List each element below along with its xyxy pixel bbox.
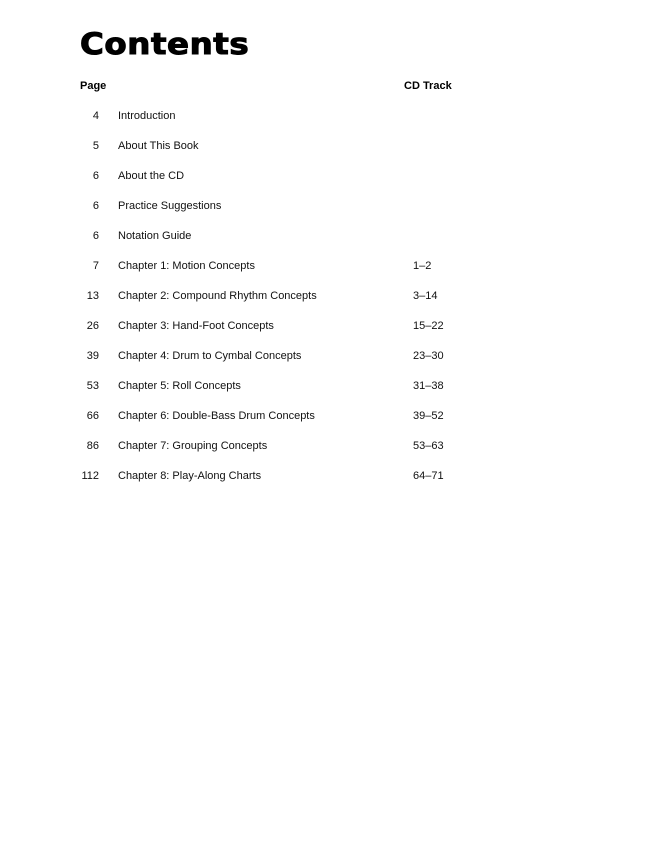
toc-page-number: 6 (92, 230, 99, 242)
toc-cd-track: 31–38 (413, 380, 444, 392)
toc-page-number: 66 (86, 410, 99, 422)
toc-row (0, 409, 648, 439)
toc-row (0, 169, 648, 199)
table-of-contents (0, 109, 648, 499)
toc-page-number: 6 (92, 170, 99, 182)
toc-cd-track: 23–30 (413, 350, 444, 362)
toc-row (0, 349, 648, 379)
toc-entry-title: About the CD (118, 170, 185, 182)
toc-row (0, 199, 648, 229)
toc-entry-title: Chapter 3: Hand-Foot Concepts (118, 320, 274, 332)
toc-entry-title: Practice Suggestions (118, 200, 222, 212)
cd-track-column-header: CD Track (404, 80, 452, 92)
toc-page-number: 26 (86, 320, 99, 332)
toc-row (0, 289, 648, 319)
page-title: Contents (80, 27, 250, 61)
toc-entry-title: Chapter 5: Roll Concepts (118, 380, 241, 392)
toc-entry-title: Chapter 2: Compound Rhythm Concepts (118, 290, 317, 302)
toc-cd-track: 64–71 (413, 470, 444, 482)
toc-entry-title: Introduction (118, 110, 176, 122)
toc-cd-track: 53–63 (413, 440, 444, 452)
toc-page-number: 39 (86, 350, 99, 362)
toc-page-number: 112 (81, 470, 99, 482)
toc-cd-track: 1–2 (413, 260, 432, 272)
toc-entry-title: Notation Guide (118, 230, 192, 242)
toc-entry-title: Chapter 4: Drum to Cymbal Concepts (118, 350, 302, 362)
toc-row (0, 139, 648, 169)
toc-cd-track: 39–52 (413, 410, 444, 422)
toc-page-number: 5 (92, 140, 99, 152)
toc-row (0, 439, 648, 469)
toc-page-number: 53 (86, 380, 99, 392)
toc-row (0, 379, 648, 409)
toc-row (0, 469, 648, 499)
page-column-header: Page (80, 80, 107, 92)
toc-entry-title: Chapter 8: Play-Along Charts (118, 470, 262, 482)
toc-page-number: 7 (92, 260, 99, 272)
toc-row (0, 229, 648, 259)
toc-cd-track: 3–14 (413, 290, 438, 302)
toc-entry-title: About This Book (118, 140, 199, 152)
toc-page-number: 4 (92, 110, 99, 122)
toc-entry-title: Chapter 6: Double-Bass Drum Concepts (118, 410, 315, 422)
toc-entry-title: Chapter 1: Motion Concepts (118, 260, 255, 272)
toc-page-number: 13 (86, 290, 99, 302)
toc-page-number: 86 (86, 440, 99, 452)
toc-row (0, 109, 648, 139)
toc-cd-track: 15–22 (413, 320, 444, 332)
toc-entry-title: Chapter 7: Grouping Concepts (118, 440, 268, 452)
toc-page-number: 6 (92, 200, 99, 212)
toc-row (0, 259, 648, 289)
toc-row (0, 319, 648, 349)
